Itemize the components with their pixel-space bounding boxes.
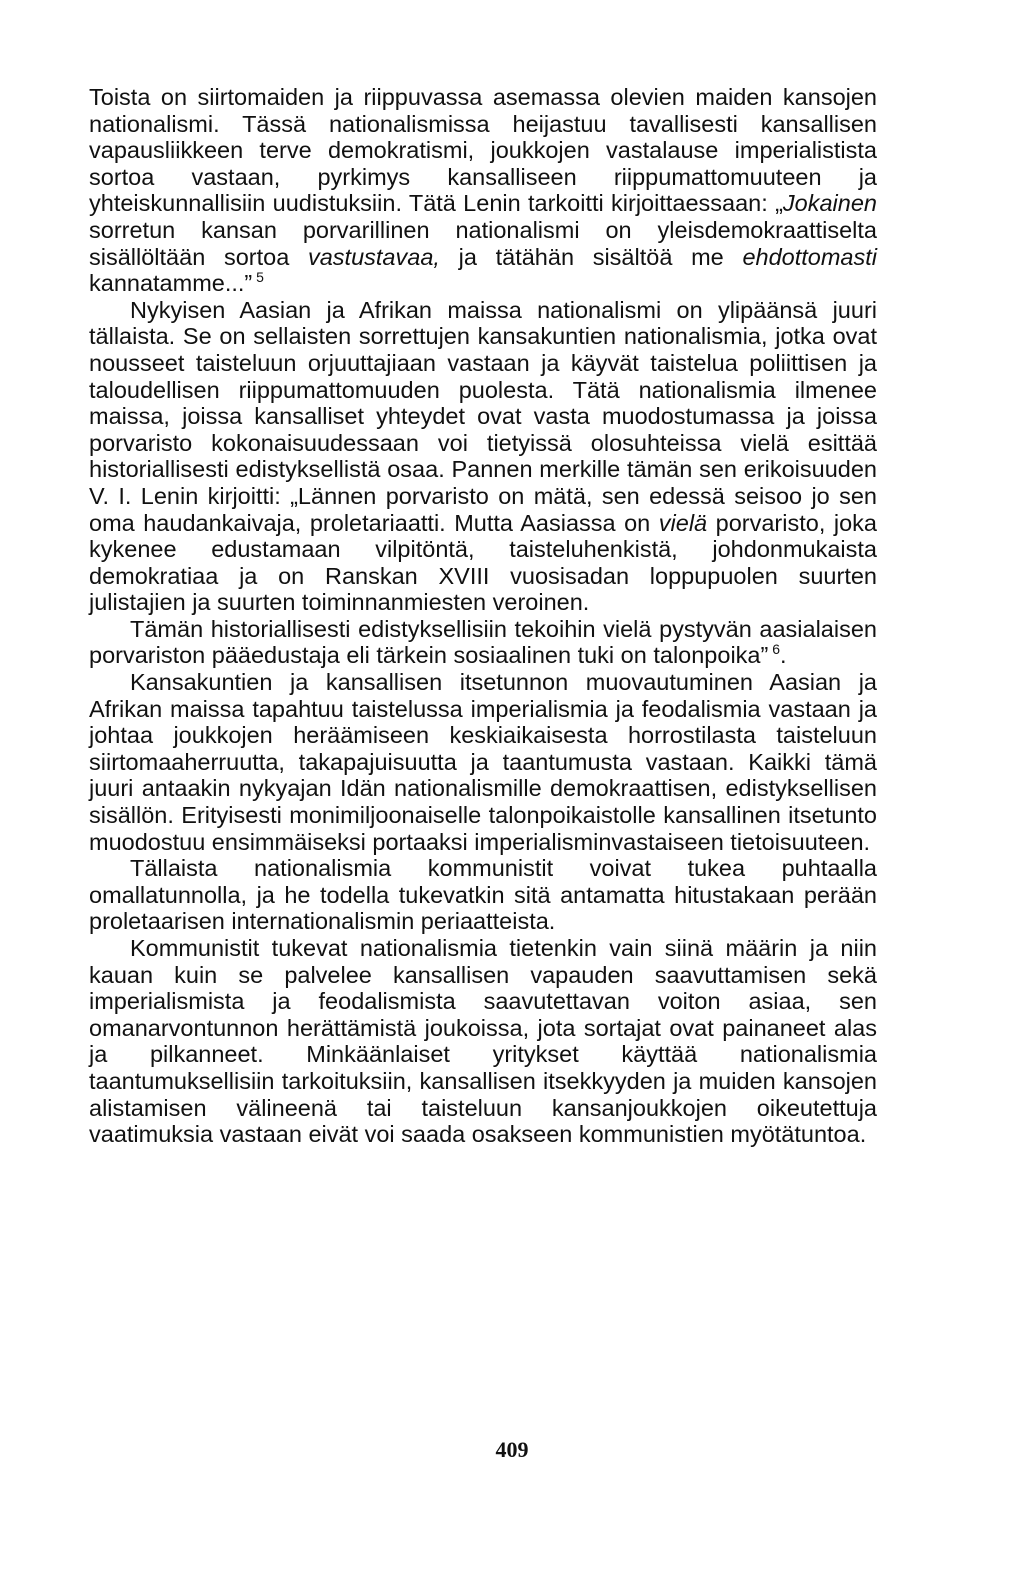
paragraph-4	[89, 669, 877, 855]
paragraph-5	[89, 855, 877, 935]
emphasized-text: ehdottomasti	[742, 243, 877, 270]
text-run: Tällaista nationalismia kommunistit voivat tukea puhtaalla omallatunnolla, ja he todella tukevatkin sitä antamatta hitustakaan perään proletaarisen internationalismin periaatteista.	[89, 855, 877, 935]
text-run: .	[780, 642, 787, 669]
document-page	[89, 84, 877, 1148]
emphasized-text: vastustavaa,	[307, 243, 440, 270]
text-run: kannatamme...”	[89, 270, 253, 297]
text-run: Kommunistit tukevat nationalismia tietenkin vain siinä määrin ja niin kauan kuin se palvelee kansallisen vapauden saavuttamisen sekä imperialismista ja feodalismista saavutettavan voiton asiaa, sen omanarvontunnon herättämistä joukoissa, jota sortajat ovat painaneet alas ja pilkanneet. Minkäänlaiset yritykset käyttää nationalismia taantumuksellisiin tarkoituksiin, kansallisen itsekkyyden ja muiden kansojen alistamisen välineenä tai taisteluun kansanjoukkojen oikeutettuja vaatimuksia vastaan eivät voi saada osakseen kommunistien myötätuntoa.	[89, 935, 877, 1148]
text-run: sorretun kansan porvarillinen nationalismi on yleisdemokraattiselta sisällöltään sortoa	[89, 216, 877, 270]
paragraph-1	[89, 84, 877, 297]
footnote-marker: 6	[768, 641, 780, 658]
footnote-marker: 5	[252, 269, 264, 286]
text-run: Toista on siirtomaiden ja riippuvassa asemassa olevien maiden kansojen nationalismi. Tässä nationalismissa heijastuu tavallisesti kansallisen vapausliikkeen terve demokratismi, joukkojen vastalause imperialistista sortoa vastaan, pyrkimys kansalliseen riippumattomuuteen ja yhteiskunnallisiin uudistuksiin. Tätä Lenin tarkoitti kirjoittaessaan: „	[89, 84, 877, 217]
paragraph-3	[89, 616, 877, 669]
text-run: Tämän historiallisesti edistyksellisiin tekoihin vielä pystyvän aasialaisen porvariston pääedustaja eli tärkein sosiaalinen tuki on talonpoika”	[89, 615, 877, 669]
text-run: porvaristo, joka kykenee edustamaan vilpitöntä, taisteluhenkistä, johdonmukaista demokratiaa ja on Ranskan XVIII vuosisadan loppupuolen suurten julistajien ja suurten toiminnanmiesten veroinen.	[89, 509, 877, 616]
text-run: Kansakuntien ja kansallisen itsetunnon muovautuminen Aasian ja Afrikan maissa tapahtuu taistelussa imperialismia ja feodalismia vastaan ja johtaa joukkojen heräämiseen keskiaikaisesta horrostilasta taisteluun siirtomaaherruutta, takapajuisuutta ja taantumusta vastaan. Kaikki tämä juuri antaakin nykyajan Idän nationalismille demokraattisen, edistyksellisen sisällön. Erityisesti monimiljoonaiselle talonpoikaistolle kansallinen itsetunto muodostuu ensimmäiseksi portaaksi imperialisminvastaiseen tietoisuuteen.	[89, 669, 877, 855]
paragraph-6	[89, 935, 877, 1148]
text-run: ja tätähän sisältöä me	[439, 243, 743, 270]
page-number: 409	[495, 1437, 529, 1462]
emphasized-text: vielä	[658, 509, 708, 536]
paragraph-2	[89, 297, 877, 616]
text-run: Nykyisen Aasian ja Afrikan maissa nationalismi on ylipäänsä juuri tällaista. Se on sellaisten sorrettujen kansakuntien nationalismia, jotka ovat nousseet taisteluun orjuuttajiaan vastaan ja käyvät taistelua poliittisen ja taloudellisen riippumattomuuden puolesta. Tätä nationalismia ilmenee maissa, joissa kansalliset yhteydet ovat vasta muodostumassa ja joissa porvaristo kokonaisuudessaan voi tietyissä olosuhteissa vielä esittää historiallisesti edistyksellistä osaa. Pannen merkille tämän sen erikoisuuden V. I. Lenin kirjoitti: „Lännen porvaristo on mätä, sen edessä seisoo jo sen oma haudankaivaja, proletariaatti. Mutta Aasiassa on	[89, 296, 877, 536]
emphasized-text: Jokainen	[782, 190, 877, 217]
